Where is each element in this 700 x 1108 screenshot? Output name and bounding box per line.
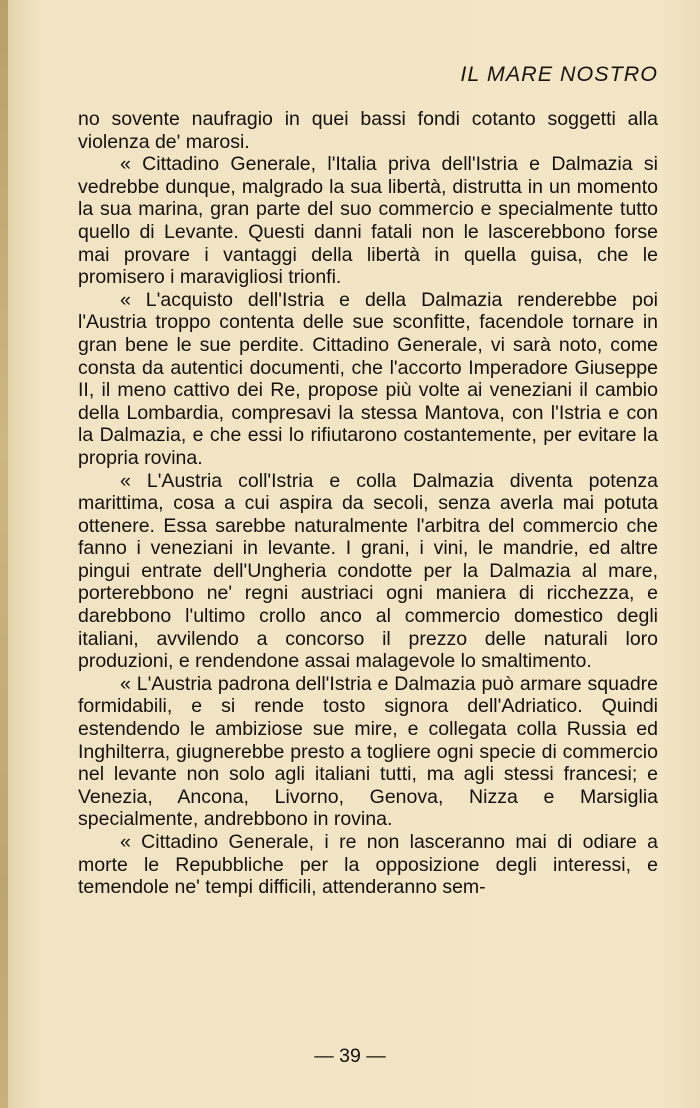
paragraph: no sovente naufragio in quei bassi fondi cotanto soggetti alla violenza de' marosi. — [78, 108, 658, 153]
page-number: — 39 — — [314, 1045, 386, 1067]
paragraph: « Cittadino Generale, l'Italia priva dell'Istria e Dalmazia si vedrebbe dunque, malgrado la sua libertà, distrutta in un momento la sua marina, gran parte del suo commercio e specialmente tutto quello di Levante. Questi danni fatali non le lascerebbono forse mai provare i vantaggi della libertà in quella guisa, che le promisero i maravigliosi trionfi. — [78, 153, 658, 289]
paragraph: « L'acquisto dell'Istria e della Dalmazia renderebbe poi l'Austria troppo contenta delle sue sconfitte, facendole tornare in gran bene le sue perdite. Cittadino Generale, vi sarà noto, come consta da autentici documenti, che l'accorto Imperadore Giuseppe II, il meno cattivo dei Re, propose più volte ai veneziani il cambio della Lombardia, compresavi la stessa Mantova, con l'Istria e con la Dalmazia, e che essi lo rifiutarono costantemente, per evitare la propria rovina. — [78, 288, 658, 469]
running-header: IL MARE NOSTRO — [460, 62, 658, 86]
page-gutter-shadow — [0, 0, 8, 1108]
paragraph: « L'Austria coll'Istria e colla Dalmazia diventa potenza marittima, cosa a cui aspira da secoli, senza averla mai potuta ottenere. Essa sarebbe naturalmente l'arbitra del commercio che fanno i veneziani in levante. I grani, i vini, le mandrie, ed altre pingui entrate dell'Ungheria condotte per la Dalmazia al mare, porterebbono ne' regni austriaci ogni maniera di ricchezza, e darebbono l'ultimo crollo anco al commercio domestico degli italiani, avvilendo a concorso il prezzo delle naturali loro produzioni, e rendendone assai malagevole lo smaltimento. — [78, 469, 658, 673]
paragraph: « Cittadino Generale, i re non lasceranno mai di odiare a morte le Repubbliche per la opposizione degli interessi, e temendole ne' tempi difficili, attenderanno sem- — [78, 831, 658, 899]
body-text — [78, 108, 658, 899]
paragraph: « L'Austria padrona dell'Istria e Dalmazia può armare squadre formidabili, e si rende tosto signora dell'Adriatico. Quindi estendendo le ambiziose sue mire, e collegata colla Russia ed Inghilterra, giugnerebbe presto a togliere ogni specie di commercio nel levante non solo agli italiani tutti, ma agli stessi francesi; e Venezia, Ancona, Livorno, Genova, Nizza e Marsiglia specialmente, andrebbono in rovina. — [78, 672, 658, 831]
